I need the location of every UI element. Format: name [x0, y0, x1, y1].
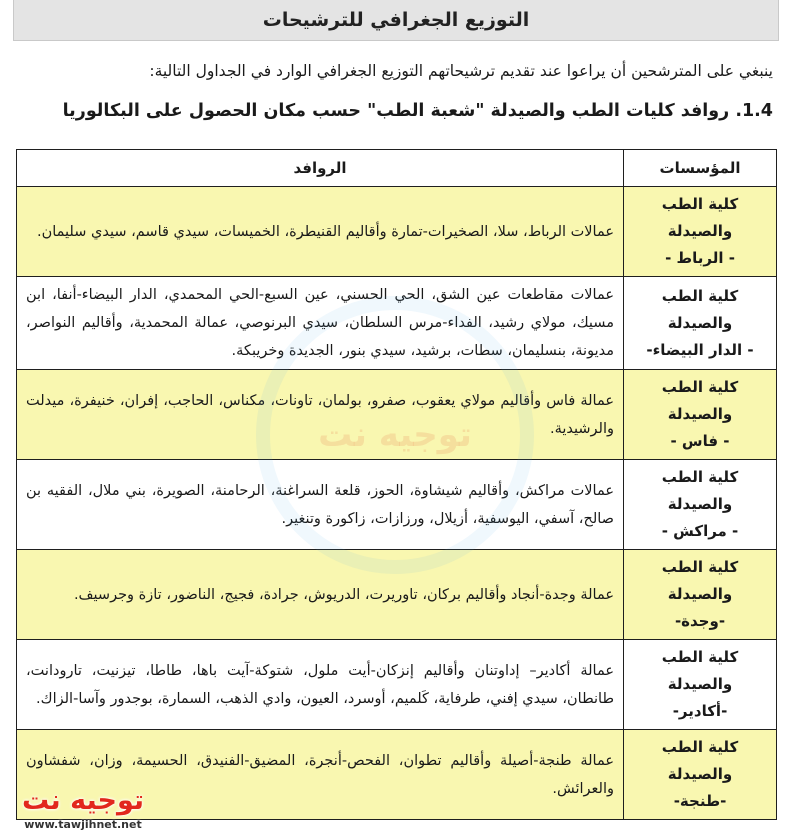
- tributaries-cell: عمالة طنجة-أصيلة وأقاليم تطوان، الفحص-أنجرة، المضيق-الفنيدق، الحسيمة، وزان، شفشاون والعرائش.: [17, 730, 624, 820]
- table-row: [17, 640, 777, 730]
- institution-city: - مراكش -: [661, 522, 739, 540]
- table-body: [17, 187, 777, 820]
- section-heading: 1.4. روافد كليات الطب والصيدلة "شعبة الطب" حسب مكان الحصول على البكالوريا: [62, 101, 773, 121]
- institution-city: -أكادير-: [672, 702, 728, 720]
- table-row: [17, 277, 777, 370]
- institution-name: كلية الطب والصيدلة: [661, 195, 739, 240]
- tributaries-cell: عمالات مراكش، وأقاليم شيشاوة، الحوز، قلعة السراغنة، الرحامنة، الصويرة، بني ملال، الفقيه بن صالح، آسفي، اليوسفية، أزيلال، ورزازات، زاكورة وتنغير.: [17, 460, 624, 550]
- institution-cell: [624, 187, 777, 277]
- header-institutions: المؤسسات: [624, 150, 777, 187]
- institution-cell: [624, 277, 777, 370]
- table-row: [17, 460, 777, 550]
- institution-name: كلية الطب والصيدلة: [661, 286, 739, 332]
- intro-text: ينبغي على المترشحين أن يراعوا عند تقديم ترشيحاتهم التوزيع الجغرافي الوارد في الجداول التالية:: [149, 62, 773, 80]
- brand-logo-text: توجيه نت: [21, 785, 145, 816]
- tributaries-cell: عمالة فاس وأقاليم مولاي يعقوب، صفرو، بولمان، تاونات، مكناس، الحاجب، إفران، خنيفرة، ميدلت والرشيدية.: [17, 370, 624, 460]
- institution-cell: [624, 370, 777, 460]
- table-header-row: [17, 150, 777, 187]
- institution-city: - الرباط -: [665, 249, 735, 267]
- table-row: [17, 187, 777, 277]
- institution-name: كلية الطب والصيدلة: [661, 378, 739, 423]
- tributaries-cell: عمالة وجدة-أنجاد وأقاليم بركان، تاوريرت، الدريوش، جرادة، فجيج، الناضور، تازة وجرسيف.: [17, 550, 624, 640]
- page-title: التوزيع الجغرافي للترشيحات: [13, 0, 779, 41]
- header-tributaries: الروافد: [17, 150, 624, 187]
- table-row: [17, 550, 777, 640]
- institution-city: - فاس -: [670, 432, 730, 450]
- institution-name: كلية الطب والصيدلة: [661, 738, 739, 783]
- institution-cell: [624, 460, 777, 550]
- tributaries-cell: عمالة أكادير– إداوتنان وأقاليم إنزكان-أيت ملول، شتوكة-آيت باها، طاطا، تيزنيت، تارودانت، طانطان، سيدي إفني، طرفاية، كَلميم، أوسرد، العيون، وادي الذهب، السمارة، بوجدور وآسا-الزاك.: [17, 640, 624, 730]
- institution-name: كلية الطب والصيدلة: [661, 648, 739, 693]
- institution-city: -طنجة-: [673, 792, 727, 810]
- institution-cell: [624, 730, 777, 820]
- table-row: [17, 730, 777, 820]
- tributaries-cell: عمالات مقاطعات عين الشق، الحي الحسني، عين السبع-الحي المحمدي، الدار البيضاء-أنفا، ابن مسيك، مولاي رشيد، الفداء-مرس السلطان، سيدي البرنوصي، عمالة المحمدية، وأقاليم النواصر، مديونة، بنسليمان، سطات، برشيد، سيدي بنور، الجديدة وخريبكة.: [17, 277, 624, 370]
- institution-city: - الدار البيضاء-: [646, 340, 754, 359]
- institution-name: كلية الطب والصيدلة: [661, 468, 739, 513]
- brand-url: www.tawjihnet.net: [24, 818, 142, 831]
- institution-cell: [624, 640, 777, 730]
- tributaries-table: [16, 149, 777, 820]
- table-row: [17, 370, 777, 460]
- institution-city: -وجدة-: [674, 612, 726, 630]
- institution-cell: [624, 550, 777, 640]
- tributaries-cell: عمالات الرباط، سلا، الصخيرات-تمارة وأقاليم القنيطرة، الخميسات، سيدي قاسم، سيدي سليمان.: [17, 187, 624, 277]
- institution-name: كلية الطب والصيدلة: [661, 558, 739, 603]
